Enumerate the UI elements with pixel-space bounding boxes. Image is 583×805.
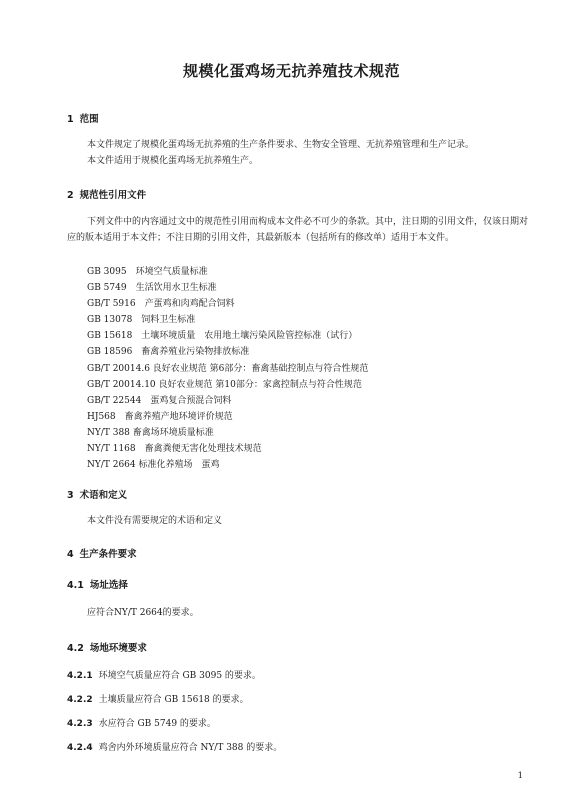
clause-number: 4.2.1 xyxy=(67,671,93,681)
clause-text: 环境空气质量应符合 GB 3095 的要求。 xyxy=(98,671,261,681)
reference-item: GB/T 5916 产蛋鸡和肉鸡配合饲料 xyxy=(87,299,235,310)
paragraph: 本文件没有需要规定的术语和定义 xyxy=(87,516,223,526)
section-number: 4.1 xyxy=(67,580,84,591)
clause-4-2-2 xyxy=(67,692,249,705)
reference-item: GB 13078 饲料卫生标准 xyxy=(87,315,196,326)
section-1-heading xyxy=(67,111,99,125)
clause-text: 鸡舍内外环境质量应符合 NY/T 388 的要求。 xyxy=(98,743,283,753)
clause-number: 4.2.4 xyxy=(67,743,93,753)
clause-text: 土壤质量应符合 GB 15618 的要求。 xyxy=(98,695,249,705)
reference-item: NY/T 2664 标准化养殖场 蛋鸡 xyxy=(87,460,220,471)
section-number: 4 xyxy=(67,549,74,560)
reference-item: NY/T 1168 畜禽粪便无害化处理技术规范 xyxy=(87,444,262,455)
clause-4-2-4 xyxy=(67,740,282,753)
clause-4-2-3 xyxy=(67,716,216,729)
clause-number: 4.2.3 xyxy=(67,719,93,729)
section-4-2-heading xyxy=(67,640,147,654)
section-4-heading xyxy=(67,546,137,560)
section-number: 3 xyxy=(67,490,74,501)
section-3-heading xyxy=(67,487,127,501)
clause-text: 水应符合 GB 5749 的要求。 xyxy=(98,719,216,729)
section-number: 4.2 xyxy=(67,643,84,654)
section-title: 场址选择 xyxy=(89,580,128,591)
clause-4-2-1 xyxy=(67,668,261,681)
reference-item: GB 15618 土壤环境质量 农用地土壤污染风险管控标准（试行） xyxy=(87,331,358,342)
section-number: 1 xyxy=(67,114,74,125)
page-number: 1 xyxy=(517,771,523,781)
reference-item: GB 5749 生活饮用水卫生标准 xyxy=(87,283,217,294)
reference-list xyxy=(87,264,368,473)
paragraph: 本文件规定了规模化蛋鸡场无抗养殖的生产条件要求、生物安全管理、无抗养殖管理和生产记录。 xyxy=(87,140,475,150)
clause-number: 4.2.2 xyxy=(67,695,93,705)
reference-item: GB/T 20014.10 良好农业规范 第10部分：家禽控制点与符合性规范 xyxy=(87,379,362,390)
section-title: 场地环境要求 xyxy=(89,643,147,654)
section-title: 范围 xyxy=(79,114,99,125)
reference-item: GB 3095 环境空气质量标准 xyxy=(87,267,208,277)
section-2-heading xyxy=(67,187,146,201)
paragraph: 下列文件中的内容通过文中的规范性引用而构成本文件必不可少的条款。其中，注日期的引用文件，仅该日期对应的版本适用于本文件；不注日期的引用文件，其最新版本（包括所有的修改单）适用于本文件。 xyxy=(67,217,529,243)
paragraph: 本文件适用于规模化蛋鸡场无抗养殖生产。 xyxy=(87,156,259,166)
reference-item: GB 18596 畜禽养殖业污染物排放标准 xyxy=(87,347,250,358)
section-number: 2 xyxy=(67,190,74,201)
document-title: 规模化蛋鸡场无抗养殖技术规范 xyxy=(182,62,400,80)
reference-item: HJ568 畜禽养殖产地环境评价规范 xyxy=(87,411,233,422)
section-title: 术语和定义 xyxy=(79,490,128,501)
section-title: 生产条件要求 xyxy=(79,549,137,560)
reference-item: NY/T 388 畜禽场环境质量标准 xyxy=(87,427,214,438)
section-4-1-heading xyxy=(67,577,128,591)
reference-item: GB/T 20014.6 良好农业规范 第6部分：畜禽基础控制点与符合性规范 xyxy=(87,363,369,374)
section-title: 规范性引用文件 xyxy=(79,190,147,201)
reference-item: GB/T 22544 蛋鸡复合预混合饲料 xyxy=(87,395,232,406)
paragraph: 应符合NY/T 2664的要求。 xyxy=(87,608,199,618)
